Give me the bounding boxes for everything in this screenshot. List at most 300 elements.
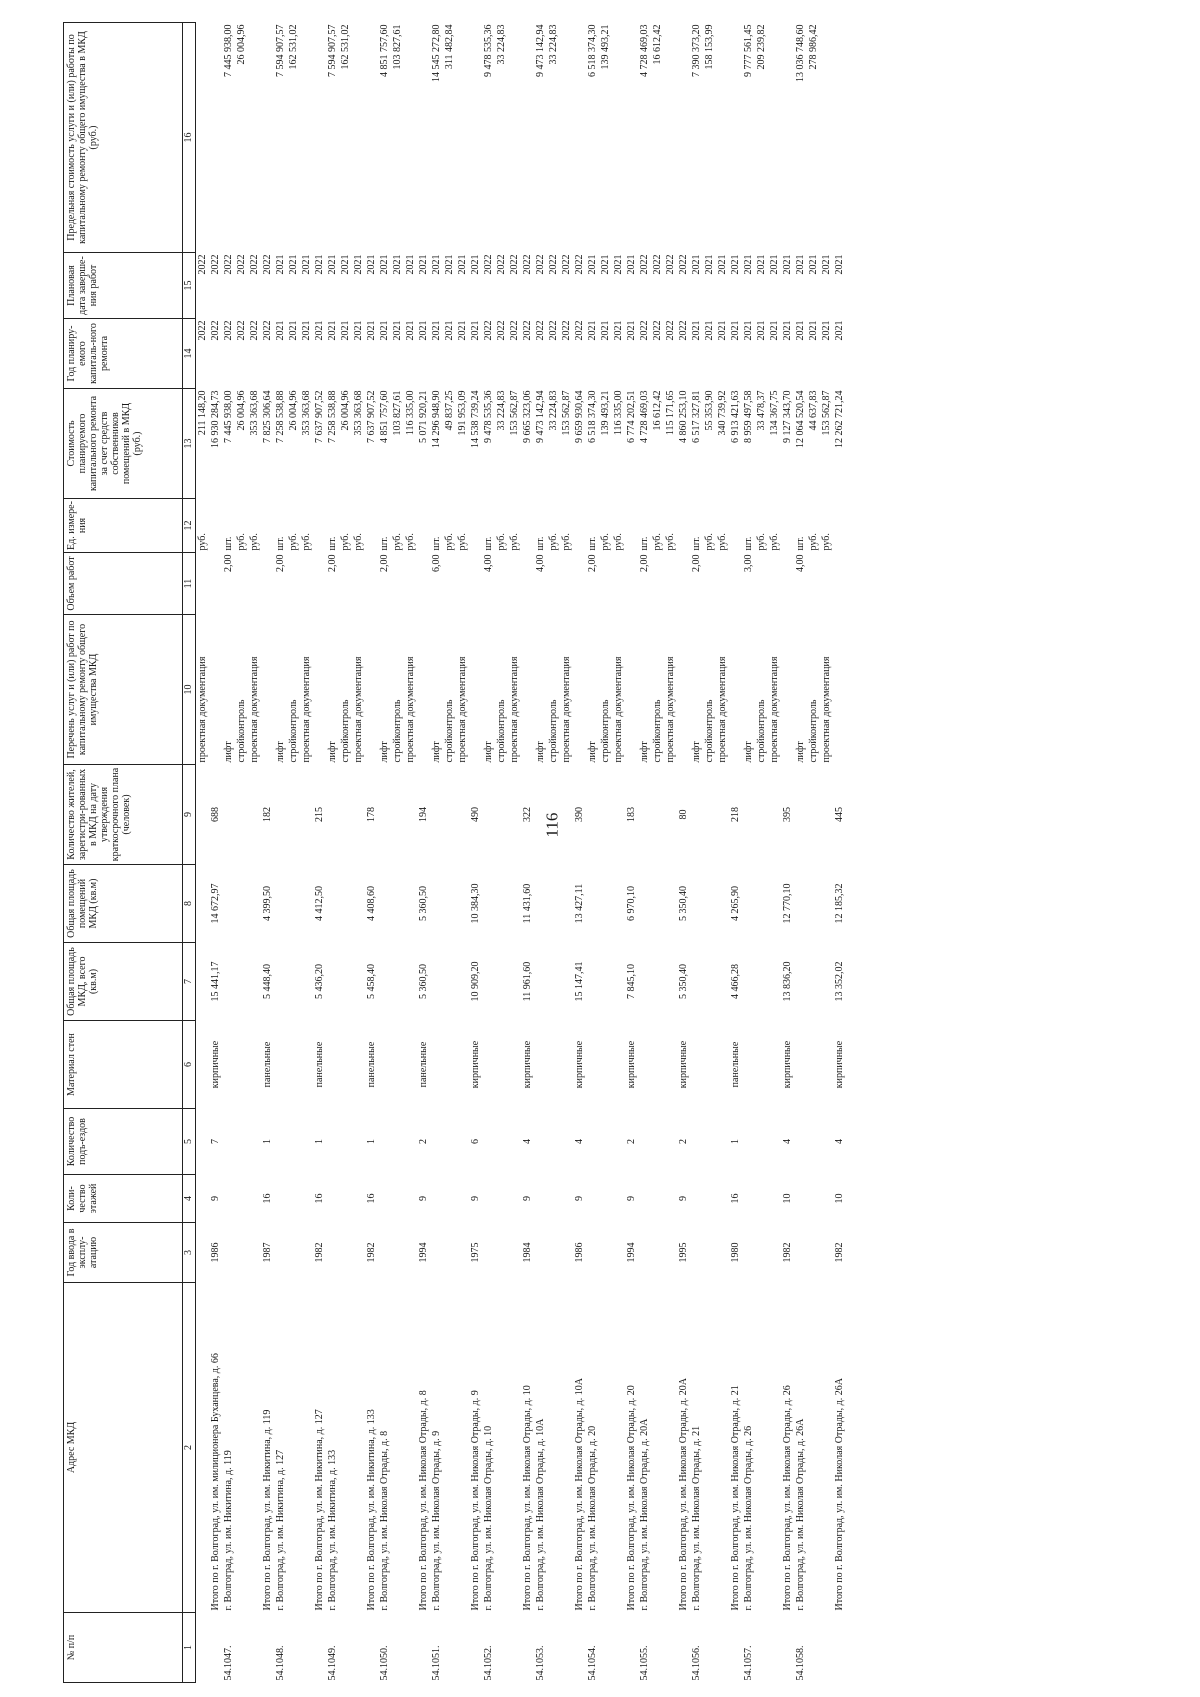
cell-col-15: 2021 [275, 254, 286, 275]
table-row [456, 23, 469, 1683]
cell-col-11 [612, 553, 625, 615]
cell-col-5 [651, 1109, 664, 1175]
cell-col-12: руб. [665, 533, 676, 551]
cell-col-4 [482, 1175, 495, 1223]
cell-col-12: шт. [483, 536, 494, 551]
cell-col-4 [456, 1175, 469, 1223]
cell-col-14: 2021 [730, 320, 741, 341]
cell-col-14: 2021 [704, 320, 715, 341]
table-row [807, 23, 820, 1683]
cell-col-13: 9 473 142,94 [535, 390, 546, 443]
table-row [560, 23, 573, 1683]
cell-col-13: 6 774 202,51 [626, 390, 637, 443]
cell-col-1: 54.1057. [743, 1645, 754, 1681]
cell-col-3: 1982 [314, 1242, 325, 1263]
cell-col-12: руб. [704, 533, 715, 551]
cell-col-10 [365, 615, 378, 765]
cell-col-5: 4 [574, 1139, 585, 1144]
column-header-2: Адрес МКД [64, 1283, 183, 1613]
cell-col-11 [456, 553, 469, 615]
column-header-6: Материал стен [64, 1021, 183, 1109]
cell-col-12 [261, 499, 274, 553]
cell-col-2: Итого по г. Волгоград, ул. им. милиционера Буханцева, д. 66 [210, 1353, 221, 1611]
cell-col-11 [729, 553, 742, 615]
cell-col-1 [768, 1613, 781, 1683]
table-row-total [261, 23, 274, 1683]
cell-col-10: стройконтроль [548, 699, 559, 763]
cell-col-1 [469, 1613, 482, 1683]
cell-col-15: 2022 [639, 254, 650, 275]
cell-col-6 [287, 1021, 300, 1109]
cell-col-12: шт. [691, 536, 702, 551]
cell-col-9 [430, 765, 443, 865]
cell-col-3 [339, 1223, 352, 1283]
cell-col-6 [404, 1021, 417, 1109]
cell-col-9: 178 [366, 807, 377, 822]
cell-col-15: 2021 [327, 254, 338, 275]
cell-col-3 [612, 1223, 625, 1283]
cell-col-15: 2021 [756, 254, 767, 275]
cell-col-1 [521, 1613, 534, 1683]
cell-col-2: г. Волгоград, ул. им. Никитина, д. 119 [223, 1450, 234, 1611]
cell-col-2 [547, 1283, 560, 1613]
cell-col-12: руб. [197, 533, 208, 551]
cell-col-7 [352, 943, 365, 1021]
cell-col-10 [417, 615, 430, 765]
table-row-total [209, 23, 222, 1683]
cell-col-13: 211 148,20 [197, 390, 208, 436]
cell-col-2: г. Волгоград, ул. им. Николая Отрады, д. 10 [483, 1425, 494, 1611]
cell-col-2: Итого по г. Волгоград, ул. им. Николая Отрады, д. 10А [574, 1378, 585, 1611]
cell-col-12: шт. [327, 536, 338, 551]
cell-col-9 [716, 765, 729, 865]
cell-col-5 [248, 1109, 261, 1175]
cell-col-3: 1995 [678, 1242, 689, 1263]
cell-col-9: 445 [834, 807, 845, 822]
cell-col-10: проектная документация [509, 656, 520, 763]
cell-col-8 [638, 865, 651, 943]
cell-col-6 [222, 1021, 235, 1109]
column-number-16: 16 [183, 23, 196, 253]
cell-col-12: шт. [795, 536, 806, 551]
cell-col-14: 2021 [392, 320, 403, 341]
cell-col-15: 2021 [795, 254, 806, 275]
cell-col-2: г. Волгоград, ул. им. Никитина, д. 127 [275, 1449, 286, 1611]
cell-col-15: 2021 [379, 254, 390, 275]
cell-col-4: 9 [418, 1196, 429, 1201]
cell-col-4 [274, 1175, 287, 1223]
cell-col-15: 2021 [314, 254, 325, 275]
cell-col-16 [768, 23, 781, 253]
cell-col-1 [820, 1613, 833, 1683]
cell-col-11 [352, 553, 365, 615]
cell-col-15: 2022 [249, 254, 260, 275]
cell-col-13: 26 004,96 [236, 390, 247, 431]
cell-col-13: 9 659 930,64 [574, 390, 585, 443]
cell-col-3: 1982 [366, 1242, 377, 1263]
cell-col-4 [196, 1175, 210, 1223]
cell-col-14: 2021 [600, 320, 611, 341]
cell-col-2: г. Волгоград, ул. им. Николая Отрады, д. 21 [691, 1425, 702, 1611]
cell-col-10: лифт [327, 741, 338, 763]
cell-col-6 [495, 1021, 508, 1109]
cell-col-8 [352, 865, 365, 943]
cell-col-10: лифт [535, 741, 546, 763]
cell-col-5 [404, 1109, 417, 1175]
cell-col-7 [560, 943, 573, 1021]
cell-col-8 [456, 865, 469, 943]
cell-col-5 [508, 1109, 521, 1175]
cell-col-3 [664, 1223, 677, 1283]
cell-col-11 [300, 553, 313, 615]
cell-col-5 [235, 1109, 248, 1175]
cell-col-3: 1980 [730, 1242, 741, 1263]
cell-col-13: 6 518 374,30 [587, 390, 598, 443]
cell-col-8 [443, 865, 456, 943]
cell-col-11 [625, 553, 638, 615]
cell-col-9 [404, 765, 417, 865]
cell-col-11 [521, 553, 534, 615]
cell-col-7: 4 466,28 [730, 964, 741, 999]
cell-col-9 [586, 765, 599, 865]
cell-col-1 [703, 1613, 716, 1683]
cell-col-9 [547, 765, 560, 865]
cell-col-16 [313, 23, 326, 253]
cell-col-12: руб. [249, 533, 260, 551]
cell-col-12: руб. [405, 533, 416, 551]
column-number-9: 9 [183, 765, 196, 865]
cell-col-15: 2021 [769, 254, 780, 275]
cell-col-11 [469, 553, 482, 615]
cell-col-10: проектная документация [665, 656, 676, 763]
cell-col-15: 2021 [418, 254, 429, 275]
cell-col-8 [534, 865, 547, 943]
cell-col-8 [287, 865, 300, 943]
cell-col-16 [820, 23, 833, 253]
cell-col-11 [807, 553, 820, 615]
cell-col-12: руб. [561, 533, 572, 551]
cell-col-16: 9 478 535,36 [483, 24, 494, 77]
cell-col-6 [196, 1021, 210, 1109]
cell-col-8 [807, 865, 820, 943]
cell-col-4: 16 [314, 1193, 325, 1204]
cell-col-16: 33 224,83 [496, 24, 507, 65]
cell-col-7: 10 909,20 [470, 961, 481, 1002]
cell-col-11 [235, 553, 248, 615]
cell-col-2 [443, 1283, 456, 1613]
cell-col-8: 12 185,32 [834, 883, 845, 924]
cell-col-6 [326, 1021, 339, 1109]
cell-col-15: 2022 [262, 254, 273, 275]
cell-col-7 [586, 943, 599, 1021]
table-row [196, 23, 210, 1683]
cell-col-9: 395 [782, 807, 793, 822]
cell-col-11 [768, 553, 781, 615]
cell-col-11: 2,00 [587, 554, 598, 572]
cell-col-13: 7 825 306,64 [262, 390, 273, 443]
cell-col-10 [521, 615, 534, 765]
cell-col-2: г. Волгоград, ул. им. Николая Отрады, д. 20А [639, 1418, 650, 1611]
cell-col-4 [755, 1175, 768, 1223]
cell-col-8 [664, 865, 677, 943]
cell-col-7 [742, 943, 755, 1021]
cell-col-10: проектная документация [353, 656, 364, 763]
cell-col-3 [534, 1223, 547, 1283]
cell-col-1 [599, 1613, 612, 1683]
cell-col-5 [807, 1109, 820, 1175]
cell-col-16: 162 531,02 [340, 24, 351, 70]
cell-col-8 [222, 865, 235, 943]
cell-col-12: руб. [600, 533, 611, 551]
cell-col-3 [196, 1223, 210, 1283]
cell-col-14: 2021 [431, 320, 442, 341]
cell-col-9: 390 [574, 807, 585, 822]
column-header-4: Коли-чество этажей [64, 1175, 183, 1223]
cell-col-2: г. Волгоград, ул. им. Никитина, д. 133 [327, 1449, 338, 1611]
cell-col-15: 2022 [483, 254, 494, 275]
cell-col-1 [417, 1613, 430, 1683]
cell-col-12: руб. [821, 533, 832, 551]
cell-col-10: стройконтроль [808, 699, 819, 763]
cell-col-10: стройконтроль [704, 699, 715, 763]
cell-col-9 [534, 765, 547, 865]
cell-col-15: 2021 [743, 254, 754, 275]
cell-col-12: руб. [548, 533, 559, 551]
cell-col-6: кирпичные [574, 1040, 585, 1089]
cell-col-6 [755, 1021, 768, 1109]
cell-col-15: 2022 [548, 254, 559, 275]
cell-col-12: руб. [353, 533, 364, 551]
cell-col-9 [703, 765, 716, 865]
table-row-total [625, 23, 638, 1683]
cell-col-7 [482, 943, 495, 1021]
cell-col-6 [768, 1021, 781, 1109]
cell-col-1: 54.1058. [795, 1645, 806, 1681]
rotated-page [63, 23, 1163, 1683]
cell-col-1 [261, 1613, 274, 1683]
cell-col-8 [196, 865, 210, 943]
cell-col-4 [690, 1175, 703, 1223]
cell-col-3 [352, 1223, 365, 1283]
cell-col-16: 209 239,82 [756, 24, 767, 70]
cell-col-5 [612, 1109, 625, 1175]
cell-col-15: 2021 [613, 254, 624, 275]
cell-col-8 [482, 865, 495, 943]
cell-col-2: Итого по г. Волгоград, ул. им. Николая Отрады, д. 8 [418, 1390, 429, 1611]
cell-col-13: 7 258 538,88 [327, 390, 338, 443]
cell-col-13: 353 363,68 [301, 390, 312, 436]
cell-col-4 [586, 1175, 599, 1223]
cell-col-9 [274, 765, 287, 865]
cell-col-1: 54.1052. [483, 1645, 494, 1681]
cell-col-11 [677, 553, 690, 615]
cell-col-13: 55 353,90 [704, 390, 715, 431]
cell-col-4 [560, 1175, 573, 1223]
cell-col-14: 2021 [379, 320, 390, 341]
cell-col-14: 2021 [457, 320, 468, 341]
table-row [248, 23, 261, 1683]
cell-col-7: 5 448,40 [262, 964, 273, 999]
cell-col-14: 2021 [821, 320, 832, 341]
cell-col-14: 2022 [561, 320, 572, 341]
cell-col-3 [404, 1223, 417, 1283]
cell-col-15: 2021 [470, 254, 481, 275]
cell-col-6 [703, 1021, 716, 1109]
cell-col-9: 215 [314, 807, 325, 822]
cell-col-14: 2021 [743, 320, 754, 341]
cell-col-16: 4 851 757,60 [379, 24, 390, 77]
cell-col-10: проектная документация [613, 656, 624, 763]
cell-col-1 [287, 1613, 300, 1683]
cell-col-5 [768, 1109, 781, 1175]
cell-col-5: 4 [522, 1139, 533, 1144]
cell-col-8 [430, 865, 443, 943]
cell-col-11: 6,00 [431, 554, 442, 572]
cell-col-9 [508, 765, 521, 865]
cell-col-13: 9 127 343,70 [782, 390, 793, 443]
cell-col-5 [716, 1109, 729, 1175]
cell-col-12 [417, 499, 430, 553]
cell-col-12: руб. [457, 533, 468, 551]
cell-col-9 [482, 765, 495, 865]
repair-plan-table [63, 22, 846, 1683]
cell-col-6 [599, 1021, 612, 1109]
cell-col-16 [365, 23, 378, 253]
cell-col-1 [664, 1613, 677, 1683]
cell-col-8: 11 431,60 [522, 883, 533, 924]
cell-col-5: 4 [834, 1139, 845, 1144]
cell-col-9 [456, 765, 469, 865]
table-row [495, 23, 508, 1683]
cell-col-1: 54.1054. [587, 1645, 598, 1681]
cell-col-4 [352, 1175, 365, 1223]
cell-col-11 [443, 553, 456, 615]
cell-col-10: стройконтроль [496, 699, 507, 763]
cell-col-12 [729, 499, 742, 553]
cell-col-14: 2022 [236, 320, 247, 341]
cell-col-9 [807, 765, 820, 865]
cell-col-7 [651, 943, 664, 1021]
cell-col-11: 2,00 [639, 554, 650, 572]
table-row [716, 23, 729, 1683]
cell-col-5: 7 [210, 1139, 221, 1144]
cell-col-10: проектная документация [301, 656, 312, 763]
cell-col-5: 1 [366, 1139, 377, 1144]
cell-col-3 [794, 1223, 807, 1283]
cell-col-16: 278 986,42 [808, 24, 819, 70]
cell-col-8 [820, 865, 833, 943]
cell-col-2 [820, 1283, 833, 1613]
cell-col-11 [560, 553, 573, 615]
column-header-12: Ед. измере-ния [64, 499, 183, 553]
cell-col-13: 44 637,83 [808, 390, 819, 431]
cell-col-4: 9 [210, 1196, 221, 1201]
cell-col-10: проектная документация [821, 656, 832, 763]
cell-col-14: 2022 [535, 320, 546, 341]
cell-col-7 [820, 943, 833, 1021]
cell-col-7 [391, 943, 404, 1021]
cell-col-14: 2022 [249, 320, 260, 341]
table-row [755, 23, 768, 1683]
cell-col-3 [287, 1223, 300, 1283]
cell-col-2 [560, 1283, 573, 1613]
cell-col-5: 1 [262, 1139, 273, 1144]
cell-col-16 [417, 23, 430, 253]
cell-col-13: 116 335,00 [405, 390, 416, 436]
cell-col-9: 182 [262, 807, 273, 822]
cell-col-2: г. Волгоград, ул. им. Николая Отрады, д. 20 [587, 1425, 598, 1611]
cell-col-13: 14 296 948,90 [431, 390, 442, 448]
cell-col-11 [716, 553, 729, 615]
cell-col-10: лифт [483, 741, 494, 763]
column-header-16: Предельная стоимость услуги и (или) работы по капитальному ремонту общего имущества в МКД (руб.) [64, 23, 183, 253]
cell-col-14: 2021 [795, 320, 806, 341]
cell-col-6: панельные [314, 1041, 325, 1088]
cell-col-8 [339, 865, 352, 943]
cell-col-1 [248, 1613, 261, 1683]
cell-col-5 [690, 1109, 703, 1175]
cell-col-8: 13 427,11 [574, 883, 585, 924]
cell-col-6 [586, 1021, 599, 1109]
cell-col-3: 1975 [470, 1242, 481, 1263]
cell-col-2: Итого по г. Волгоград, ул. им. Николая Отрады, д. 20А [678, 1378, 689, 1611]
cell-col-11 [833, 553, 846, 615]
cell-col-12: руб. [392, 533, 403, 551]
cell-col-5: 4 [782, 1139, 793, 1144]
cell-col-13: 26 004,96 [288, 390, 299, 431]
cell-col-16: 26 004,96 [236, 24, 247, 65]
cell-col-8 [599, 865, 612, 943]
cell-col-10: лифт [795, 741, 806, 763]
cell-col-2 [768, 1283, 781, 1613]
cell-col-2 [339, 1283, 352, 1613]
cell-col-7 [664, 943, 677, 1021]
cell-col-13: 103 827,61 [392, 390, 403, 436]
cell-col-14: 2021 [405, 320, 416, 341]
cell-col-15: 2022 [678, 254, 689, 275]
cell-col-6: кирпичные [470, 1040, 481, 1089]
cell-col-14: 2022 [223, 320, 234, 341]
cell-col-12 [677, 499, 690, 553]
cell-col-5 [638, 1109, 651, 1175]
column-number-12: 12 [183, 499, 196, 553]
cell-col-2: Итого по г. Волгоград, ул. им. Николая Отрады, д. 21 [730, 1385, 741, 1611]
table-row [768, 23, 781, 1683]
cell-col-15: 2021 [431, 254, 442, 275]
cell-col-11 [261, 553, 274, 615]
cell-col-8 [248, 865, 261, 943]
cell-col-16: 7 445 938,00 [223, 24, 234, 77]
cell-col-8 [703, 865, 716, 943]
column-number-1: 1 [183, 1613, 196, 1683]
cell-col-14: 2022 [483, 320, 494, 341]
column-number-14: 14 [183, 319, 196, 389]
cell-col-10: лифт [223, 741, 234, 763]
cell-col-8: 14 672,97 [210, 883, 221, 924]
cell-col-2 [456, 1283, 469, 1613]
cell-col-2 [235, 1283, 248, 1613]
cell-col-14: 2021 [301, 320, 312, 341]
cell-col-2: Итого по г. Волгоград, ул. им. Николая Отрады, д. 26 [782, 1385, 793, 1611]
cell-col-16: 14 545 272,80 [431, 24, 442, 82]
cell-col-4 [404, 1175, 417, 1223]
cell-col-13: 340 739,92 [717, 390, 728, 436]
table-row [222, 23, 235, 1683]
cell-col-8: 6 970,10 [626, 886, 637, 921]
cell-col-6 [508, 1021, 521, 1109]
table-row [547, 23, 560, 1683]
cell-col-12: шт. [223, 536, 234, 551]
